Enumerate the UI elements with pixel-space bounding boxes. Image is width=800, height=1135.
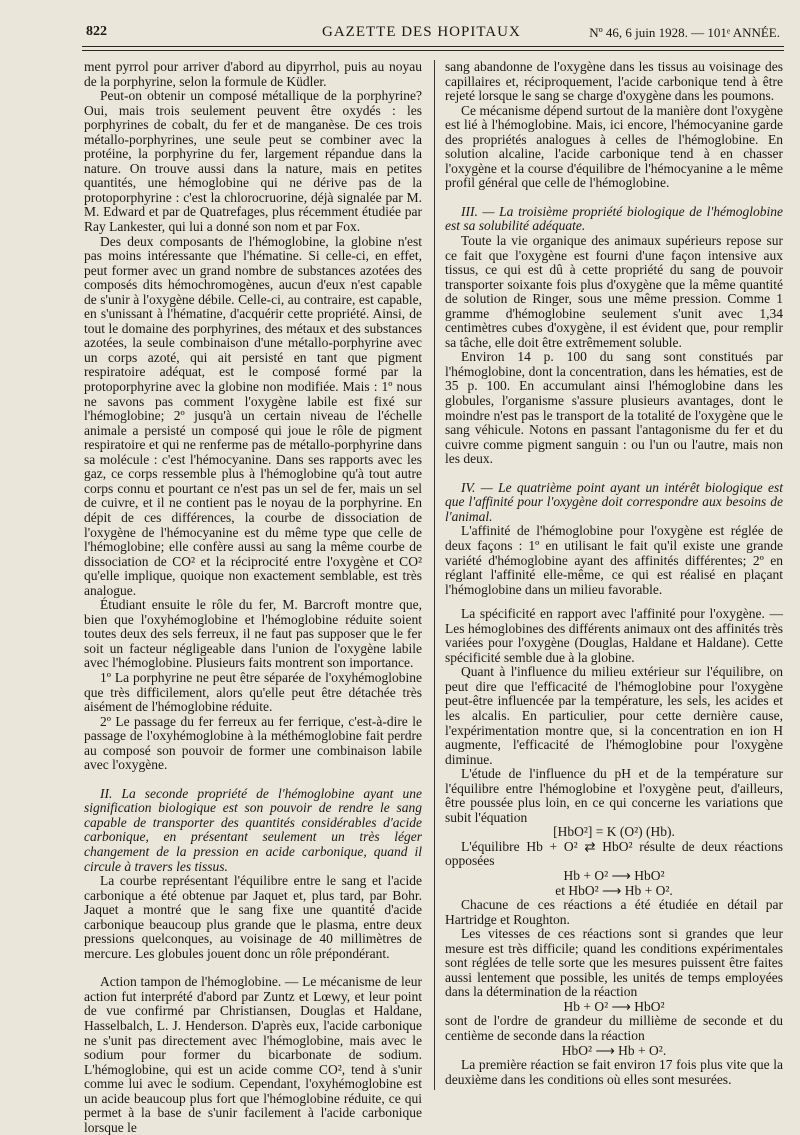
paragraph: Ce mécanisme dépend surtout de la manière dont l'oxygène est lié à l'hémoglobine. Mais, ici encore, l'hémocyanine garde des propriétés analogues à celles de l'hémoglobine. En solution alcaline, l'acide carbonique tend à en chasser l'oxygène et la course d'équilibre de l'hémocyanine a le même profil général que celle de l'hémoglobine. (445, 102, 783, 191)
header-rule-bottom (82, 50, 784, 51)
paragraph: Environ 14 p. 100 du sang sont constitués par l'hémoglobine, dont la concentration, dans les hématies, est de 35 p. 100. En accumulant ainsi l'hémoglobine dans les globules, l'organisme s'assure plusieurs avantages, dont le moindre n'est pas le transport de la totalité de l'oxygène que le sang véhicule. Notons en passant l'antagonisme du fer et du cuivre comme pigment sanguin : ou l'un ou l'autre, mais non les deux. (445, 349, 783, 467)
paragraph: La courbe représentant l'équilibre entre le sang et l'acide carbonique a été obtenue par Jaquet et, plus tard, par Bohr. Jaquet a montré que le sang fixe une quantité d'acide carbonique beaucoup plus grande que le plasma, entre deux pressions quelconques, au voisinage de 40 millimètres de mercure. Les globules jouent donc un rôle prépondérant. (84, 873, 422, 961)
equation: Hb + O² ⟶ HbO² (563, 998, 665, 1014)
paragraph: Chacune de ces réactions a été étudiée en détail par Hartridge et Roughton. (445, 897, 783, 927)
paragraph: ment pyrrol pour arriver d'abord au dipyrrhol, puis au noyau de la porphyrine, selon la formule de Küdler. (84, 59, 422, 89)
paragraph: L'équilibre Hb + O² ⇄ HbO² résulte de deux réactions opposées (445, 838, 783, 869)
paragraph: Des deux composants de l'hémoglobine, la globine n'est pas moins intéressante que l'hématine. Si celle-ci, en effet, peut former avec un grand nombre de substances azotées des composés dits hémochromogènes, aucun d'eux n'est capable de s'unir à l'oxygène débile. Celle-ci, au contraire, est capable, en s'unissant à l'hématine, d'acquérir cette propriété. Ainsi, de tout le domaine des porphyrines, des métaux et des substances azotées, la seule combinaison d'une métallo-porphyrine avec un corps azoté, qui ait persisté en tant que pigment respiratoire adéquat, est le composé formé par la protoporphyrine avec la globine non modifiée. Mais : 1º nous ne savons pas comment l'oxygène labile est fixé sur l'hémoglobine; 2º jusqu'à un certain niveau de l'échelle animale a persisté un composé qui joue le rôle de pigment respiratoire et qui ne renferme pas de métallo-porphyrine dans sa molécule : c'est l'hémocyanine. Dans ses rapports avec les gaz, ce corps ressemble plus à l'hémoglobine qu'à tout autre corps connu et pourtant ce n'est pas un sel de fer, mais un sel de cuivre, et il ne contient pas le noyau de la porphyrine. En dépit de ces différences, la courbe de dissociation de l'oxygène de l'hémocyanine est du même type que celle de l'hémoglobine; elle confère aussi au sang la même courbe de dissociation de CO² et la réciprocité entre l'oxygène et CO² qu'elle implique, quoique non exactement semblable, est très analogue. (84, 233, 422, 598)
paragraph: Action tampon de l'hémoglobine. — Le mécanisme de leur action fut interprété d'abord par Zuntz et Lœwy, et leur point de vue confirmé par Christiansen, Douglas et Haldane, Hasselbalch, L. J. Henderson. D'après eux, l'acide carbonique ne s'unit pas directement avec l'hémoglobine, mais avec le sodium pour former du bicarbonate de sodium. L'hémoglobine, qui est un acide comme CO², tend à s'unir comme lui avec le sodium. Cependant, l'oxyhémoglobine est un acide beaucoup plus fort que l'hémoglobine réduite, ce qui permet à la base de s'unir facilement à l'acide carbonique lorsque le (84, 974, 422, 1135)
right-column (445, 60, 783, 1087)
paragraph: Quant à l'influence du milieu extérieur sur l'équilibre, on peut dire que l'efficacité de l'hémoglobine pour l'oxygène peut-être influencée par la température, les sels, les acides et les alcalis. En particulier, pour cette dernière cause, l'expérimentation montre que, si la concentration en ion H augmente, l'efficacité de l'hémoglobine pour l'oxygène diminue. (445, 664, 783, 767)
paragraph: Étudiant ensuite le rôle du fer, M. Barcroft montre que, bien que l'oxyhémoglobine et l'hémoglobine réduite soient toutes deux des sels ferreux, il ne faut pas supposer que le fer soit un facteur négligeable dans l'union de l'oxygène labile avec l'hémoglobine. Plusieurs faits montrent son importance. (84, 597, 422, 671)
paragraph: L'affinité de l'hémoglobine pour l'oxygène est réglée de deux façons : 1º en utilisant le fait qu'il existe une grande variété d'hémoglobine ayant des affinités différentes; 2º en réglant l'affinité elle-même, ce qui est réalisé en plaçant l'hémoglobine dans un milieu favorable. (445, 523, 783, 597)
page-number: 822 (86, 24, 107, 39)
section-heading: IV. — Le quatrième point ayant un intérêt biologique est que l'affinité pour l'oxygène doit correspondre aux besoins de l'animal. (445, 479, 783, 524)
paragraph: 2º Le passage du fer ferreux au fer ferrique, c'est-à-dire le passage de l'oxyhémoglobine à la méthémoglobine fait perdre au composé son pouvoir de former une combinaison labile avec l'oxygène. (84, 713, 422, 773)
paragraph: Les vitesses de ces réactions sont si grandes que leur mesure est très difficile; quand les conditions expérimentales sont réglées de telle sorte que les mesures puissent être faites aussi lentement que possible, les unités de temps employées dans la détermination de la réaction (445, 926, 783, 1000)
paragraph: sang abandonne de l'oxygène dans les tissus au voisinage des capillaires et, réciproquement, l'acide carbonique tend à être rejeté lorsque le sang se charge d'oxygène dans les poumons. (445, 59, 783, 104)
paragraph: La spécificité en rapport avec l'affinité pour l'oxygène. — Les hémoglobines des différents animaux ont des affinités très variées pour l'oxygène (Douglas, Haldane et Haldane). Cette spécificité semble due à la globine. (445, 606, 783, 665)
issue-info: Nº 46, 6 juin 1928. — 101ᵉ ANNÉE. (589, 25, 780, 40)
equation: [HbO²] = K (O²) (Hb). (553, 824, 675, 840)
paragraph: Toute la vie organique des animaux supérieurs repose sur ce fait que l'oxygène est fourni d'une façon intensive aux tissus, ce qui est dû à cette propriété du sang de pouvoir transporter soixante fois plus d'oxygène que la même quantité de solution de Ringer, sous une même pression. Comme 1 gramme d'hémoglobine seulement s'unit avec 1,34 centimètres cubes d'oxygène, il est évident que, pour remplir sa tâche, elle doit être extrêmement soluble. (445, 233, 783, 350)
paragraph: L'étude de l'influence du pH et de la température sur l'équilibre entre l'hémoglobine et l'oxygène peut, d'ailleurs, être poussée plus loin, en ce qui concerne les variations que subit l'équation (445, 766, 783, 825)
paragraph: sont de l'ordre de grandeur du millième de seconde et du centième de seconde dans la réaction (445, 1013, 783, 1043)
paragraph: La première réaction se fait environ 17 fois plus vite que la deuxième dans les conditions où elles sont mesurées. (445, 1057, 783, 1087)
equation: Hb + O² ⟶ HbO² (563, 867, 665, 883)
journal-title: GAZETTE DES HOPITAUX (322, 24, 521, 40)
header-rule-top (82, 46, 784, 47)
equation: HbO² ⟶ Hb + O². (561, 1042, 667, 1058)
section-heading: III. — La troisième propriété biologique de l'hémoglobine est sa solubilité adéquate. (445, 203, 783, 234)
column-divider (434, 60, 435, 1090)
paragraph: 1º La porphyrine ne peut être séparée de l'oxyhémoglobine que très difficilement, alors qu'elle peut être détachée très aisément de l'hémoglobine réduite. (84, 669, 422, 715)
section-heading: II. La seconde propriété de l'hémoglobine ayant une signification biologique est son pouvoir de rendre le sang capable de transporter des quantités considérables d'acide carbonique, en présentant seulement un très léger changement de la pression en acide carbonique, quand il circule à travers les tissus. (84, 785, 422, 874)
page-header (82, 22, 782, 44)
left-column (84, 60, 422, 1135)
equation: et HbO² ⟶ Hb + O². (555, 882, 673, 898)
paragraph: Peut-on obtenir un composé métallique de la porphyrine? Oui, mais trois seulement peuvent être oxydés : les porphyrines de cobalt, du fer et de manganèse. De ces trois métallo-porphyrines, une seule peut se combiner avec la protéine, la porphyrine du fer, largement répandue dans la nature. On trouve aussi dans la nature, mais en petites quantités, une hémoglobine qui ne dérive pas de la protoporphyrine : c'est la chlorocruorine, déjà signalée par M. M. Edward et par de Quatrefages, plus récemment étudiée par Ray Lankester, qui lui a donné son nom et par Fox. (84, 88, 422, 235)
